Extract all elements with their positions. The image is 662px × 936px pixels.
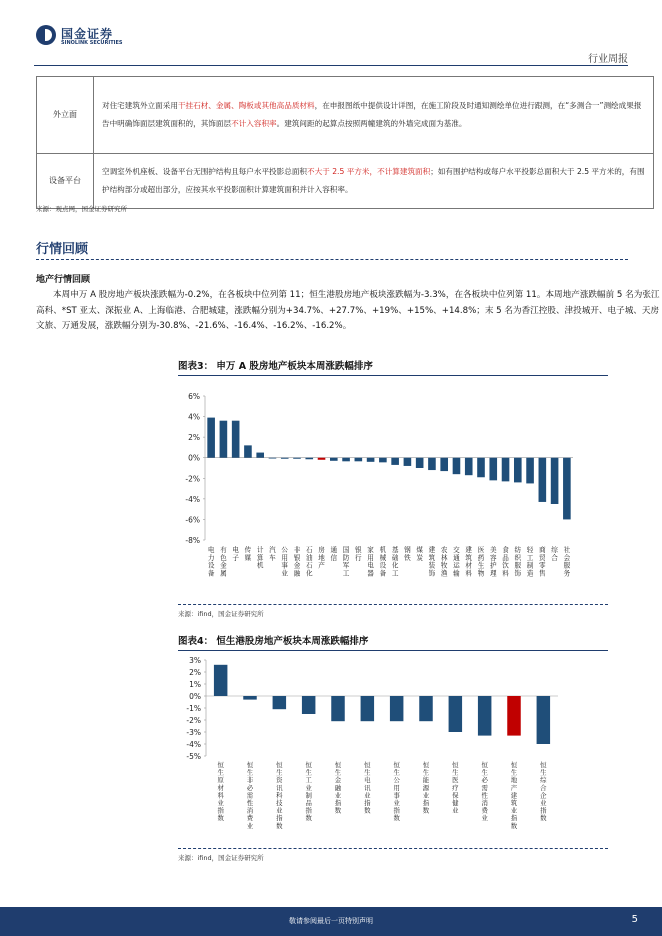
bar (404, 458, 412, 466)
figure3-title: 图表3： 申万 A 股房地产板块本周涨跌幅排序 (178, 361, 373, 372)
bar (273, 696, 286, 709)
bar (214, 665, 227, 696)
row-key: 外立面 (37, 77, 94, 154)
bar (269, 458, 277, 459)
bar (256, 453, 264, 458)
x-tick-label: 轻工制造 (526, 546, 534, 578)
bar (367, 458, 375, 462)
bar (453, 458, 461, 474)
x-tick-label: 计算机 (256, 546, 264, 570)
y-tick-label: 2% (188, 433, 200, 443)
x-tick-label: 美容护理 (489, 546, 497, 578)
x-tick-label: 恒生资讯科技业指数 (276, 761, 283, 830)
bar (419, 696, 432, 721)
bar (232, 421, 240, 458)
x-tick-label: 建筑装饰 (428, 546, 436, 578)
x-tick-label: 恒生医疗保健业 (452, 761, 459, 815)
x-tick-label: 纺织服饰 (514, 546, 522, 578)
x-tick-label: 恒生必需性消费业 (481, 761, 488, 823)
x-tick-label: 交通运输 (453, 546, 460, 578)
x-tick-label: 钢铁 (404, 546, 411, 562)
x-tick-label: 恒生原材料业指数 (217, 761, 224, 823)
cell-text: 空调室外机座板、设备平台无围护结构且每户水平投影总面积 (102, 167, 308, 176)
x-tick-label: 社会服务 (563, 546, 571, 578)
x-tick-label: 国防军工 (342, 546, 350, 578)
logo-icon (36, 25, 56, 45)
y-tick-label: 3% (189, 656, 201, 665)
x-tick-label: 恒生地产建筑业指数 (510, 761, 518, 830)
x-tick-label: 农林牧渔 (440, 546, 448, 578)
highlighted-text: 不计入容积率 (231, 119, 277, 128)
y-tick-label: -6% (185, 515, 200, 525)
figure4-title: 图表4： 恒生港股房地产板块本周涨跌幅排序 (178, 636, 369, 647)
figure4-bottom-line (178, 848, 608, 849)
market-review-paragraph: 本周申万 A 股房地产板块涨跌幅为-0.2%，在各板块中位列第 11；恒生港股房地产板块涨跌幅为-3.3%，在各板块中位列第 11。本周地产涨跌幅前 5 名为张江高科、*ST 亚太、深振业 A、上海临港、合肥城建，涨跌幅分别为+34.7%、+27.7%、+19%、+15%、+14.8%；末 5 名为香江控股、津投城开、电子城、天房文旅、万通发展，涨跌幅分别为-30.8%、-21.6%、-16.4%、-16.2%、-16.2%。 (36, 290, 660, 331)
bar (244, 445, 252, 457)
subsection-title: 地产行情回顾 (36, 275, 91, 285)
figure4-top-line (178, 650, 608, 651)
bar (449, 696, 462, 732)
row-key: 设备平台 (37, 154, 94, 209)
cell-text: ，在申报图纸中提供设计详图，在施工阶段及时通知测绘单位进行跟测，在“多测合一”测绘成果报告中明确饰面层建筑面积的，其饰面层 (102, 101, 642, 128)
x-tick-label: 医药生物 (477, 546, 485, 578)
bar (502, 458, 510, 482)
y-tick-label: -2% (185, 474, 200, 484)
policy-table (36, 76, 654, 209)
x-tick-label: 恒生公用事业指数 (393, 761, 400, 823)
bar (428, 458, 436, 470)
bar (390, 696, 403, 721)
y-tick-label: -4% (185, 494, 200, 504)
report-type: 行业周报 (588, 54, 628, 65)
bar (477, 458, 485, 478)
y-tick-label: -8% (185, 536, 200, 545)
bar (537, 696, 550, 744)
x-tick-label: 石油石化 (305, 546, 313, 578)
bar (342, 458, 350, 462)
bar (379, 458, 387, 463)
table-row (37, 77, 654, 154)
bar (302, 696, 315, 714)
figure4-source: 来源：ifind，国金证券研究所 (178, 854, 264, 862)
x-tick-label: 机械设备 (379, 546, 387, 578)
y-tick-label: 0% (189, 692, 201, 701)
y-tick-label: 1% (189, 680, 201, 689)
bar (507, 696, 520, 736)
bar (243, 696, 256, 700)
bar (526, 458, 534, 484)
logo-name-en: SINOLINK SECURITIES (61, 40, 123, 46)
x-tick-label: 基础化工 (391, 546, 399, 578)
row-value (94, 77, 654, 154)
bar (281, 458, 289, 459)
bar (416, 458, 424, 468)
y-tick-label: -2% (186, 716, 201, 725)
bar (355, 458, 363, 462)
bar (465, 458, 473, 475)
x-tick-label: 银行 (355, 546, 362, 562)
x-tick-label: 通信 (330, 546, 338, 562)
highlighted-text: 干挂石材、金属、陶板或其他高品质材料 (177, 101, 315, 110)
bar (551, 458, 559, 504)
figure3-top-line (178, 375, 608, 376)
y-tick-label: -5% (186, 752, 201, 761)
y-tick-label: 0% (188, 453, 200, 463)
header-divider (34, 65, 628, 66)
x-tick-label: 非银金融 (293, 546, 301, 578)
y-tick-label: -3% (186, 728, 201, 737)
bar (489, 458, 497, 481)
bar (330, 458, 338, 461)
bar (293, 458, 301, 459)
x-tick-label: 有色金属 (220, 546, 227, 578)
bar (563, 458, 571, 520)
cell-text: 。建筑间距的起算点按照两幢建筑的外墙完成面为基准。 (276, 119, 467, 128)
x-tick-label: 房地产 (318, 546, 325, 570)
x-tick-label: 恒生能源业指数 (422, 761, 430, 815)
x-tick-label: 恒生非必需性消费业 (246, 761, 254, 830)
bar (207, 418, 215, 458)
cell-text: 对住宅建筑外立面采用 (102, 101, 178, 110)
x-tick-label: 电子 (232, 546, 239, 562)
figure3-source: 来源：ifind，国金证券研究所 (178, 610, 264, 618)
table-source: 来源：观点网，国金证券研究所 (36, 205, 127, 213)
logo-name: 国金证券 (61, 27, 114, 41)
y-tick-label: -1% (186, 704, 201, 713)
x-tick-label: 煤炭 (416, 546, 423, 562)
x-tick-label: 综合 (551, 546, 558, 562)
x-tick-label: 商贸零售 (539, 546, 546, 578)
bar (318, 458, 326, 460)
x-tick-label: 汽车 (269, 546, 276, 562)
bar (220, 421, 228, 458)
y-tick-label: 4% (188, 412, 200, 422)
x-tick-label: 传媒 (244, 546, 252, 562)
figure4-chart (178, 654, 608, 844)
section-title: 行情回顾 (36, 242, 89, 257)
x-tick-label: 家用电器 (367, 546, 374, 578)
bar (361, 696, 374, 721)
page-number: 5 (631, 914, 638, 925)
section-divider (36, 259, 628, 260)
footer-disclaimer: 敬请参阅最后一页特别声明 (289, 917, 373, 925)
bar (440, 458, 448, 471)
bar (478, 696, 491, 736)
figure3-chart (178, 380, 608, 602)
row-value (94, 154, 654, 209)
x-tick-label: 恒生金融业指数 (334, 761, 342, 815)
bar (539, 458, 547, 502)
x-tick-label: 公用事业 (281, 546, 289, 578)
bar (514, 458, 522, 483)
bar (305, 458, 313, 460)
x-tick-label: 建筑材料 (465, 546, 473, 578)
table-row (37, 154, 654, 209)
y-tick-label: -4% (186, 740, 201, 749)
x-tick-label: 恒生电讯业指数 (364, 761, 371, 815)
x-tick-label: 恒生工业制品指数 (305, 761, 312, 823)
highlighted-text: 不大于 2.5 平方米，不计算建筑面积 (307, 167, 431, 176)
y-tick-label: 6% (188, 392, 200, 401)
bar (391, 458, 399, 465)
x-tick-label: 恒生综合企业指数 (540, 761, 547, 823)
y-tick-label: 2% (189, 668, 201, 677)
cell-text: ；如有围护结构或每户水平投影总面积大于 2.5 平方米的，有围护结构部分或超出部分，应按其水平投影面积计算建筑面积并计入容积率。 (102, 167, 645, 194)
figure3-bottom-line (178, 604, 608, 605)
x-tick-label: 食品饮料 (502, 546, 509, 578)
bar (331, 696, 344, 721)
x-tick-label: 电力设备 (207, 546, 215, 578)
